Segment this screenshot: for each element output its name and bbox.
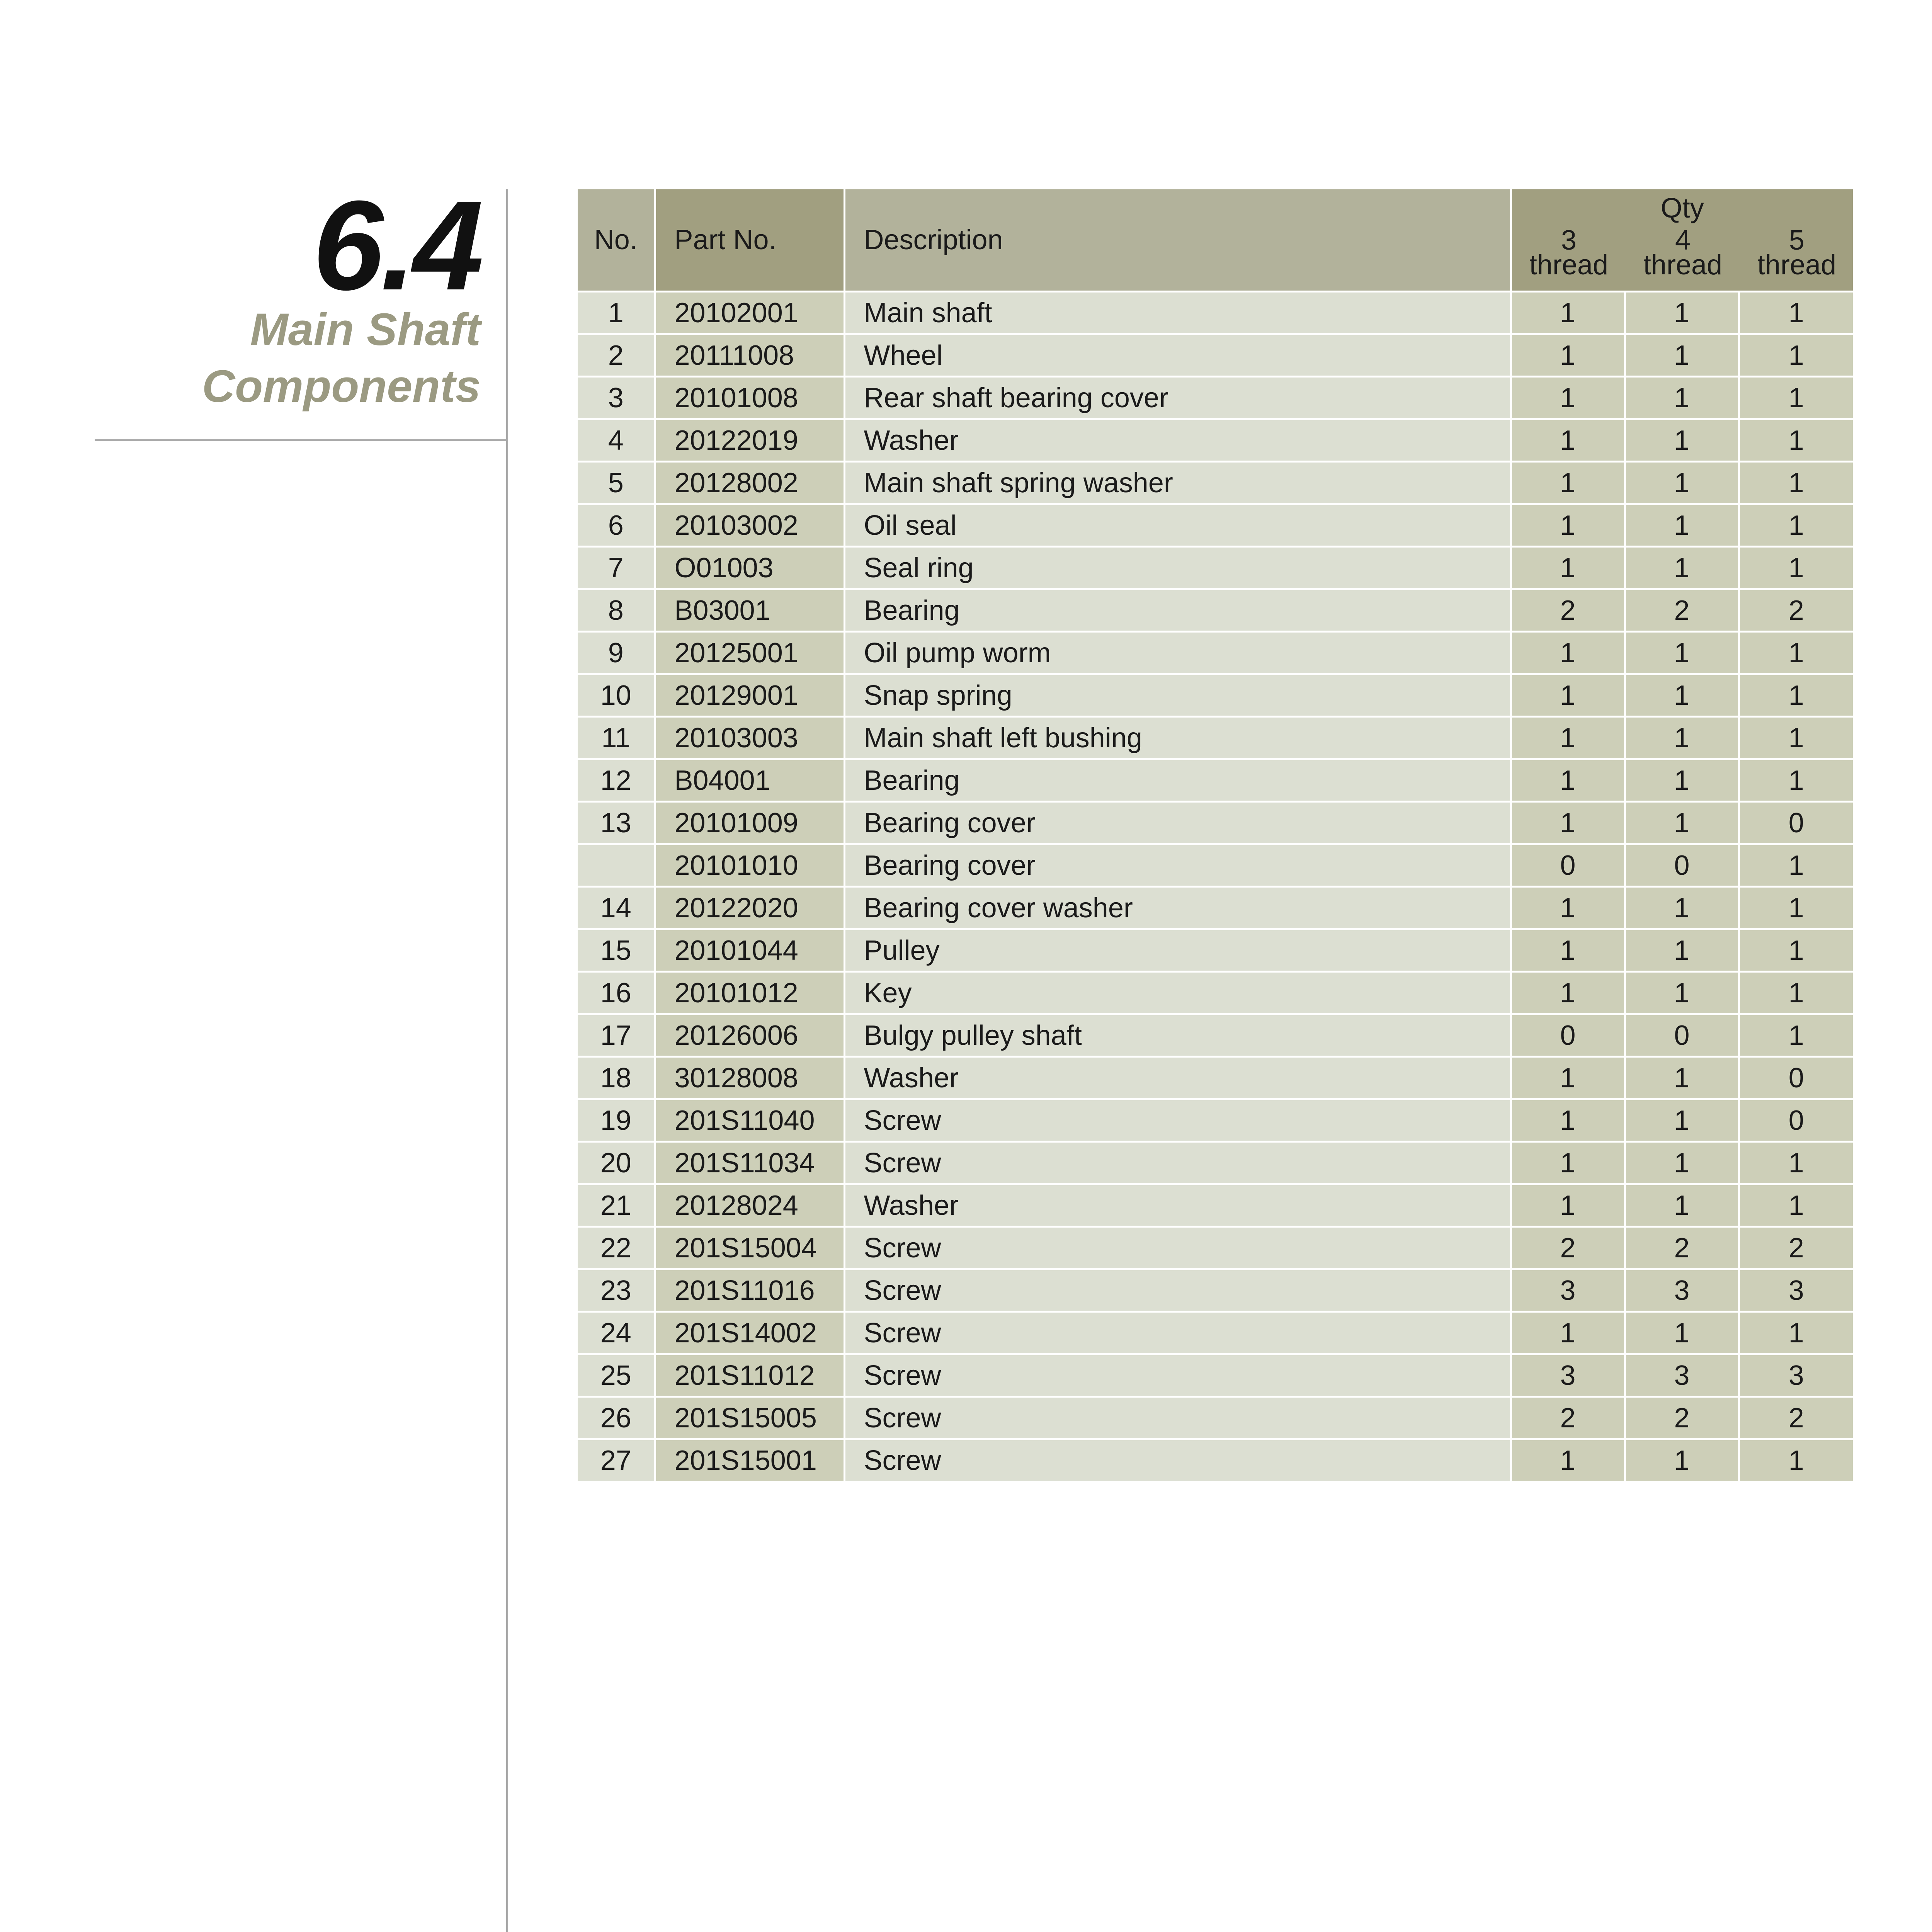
cell-qty-3-thread: 0 [1511, 844, 1625, 887]
cell-qty-3-thread: 1 [1511, 1057, 1625, 1099]
cell-description: Screw [844, 1227, 1511, 1269]
parts-table [578, 189, 1853, 1481]
cell-qty-3-thread: 1 [1511, 1312, 1625, 1354]
table-row [578, 1269, 1853, 1312]
cell-description: Main shaft left bushing [844, 717, 1511, 759]
cell-no: 13 [578, 802, 655, 844]
header-description: Description [844, 189, 1511, 292]
cell-description: Main shaft [844, 292, 1511, 334]
cell-qty-4-thread: 1 [1625, 1184, 1739, 1227]
cell-qty-5-thread: 1 [1739, 1142, 1853, 1184]
table-row [578, 292, 1853, 334]
cell-no: 2 [578, 334, 655, 377]
cell-no: 20 [578, 1142, 655, 1184]
cell-qty-3-thread: 1 [1511, 632, 1625, 674]
cell-description: Bearing cover [844, 802, 1511, 844]
cell-qty-3-thread: 1 [1511, 292, 1625, 334]
cell-qty-5-thread: 1 [1739, 632, 1853, 674]
table-row [578, 504, 1853, 547]
cell-description: Oil seal [844, 504, 1511, 547]
cell-qty-5-thread: 3 [1739, 1269, 1853, 1312]
cell-part-no: 20111008 [655, 334, 844, 377]
cell-part-no: 20102001 [655, 292, 844, 334]
cell-qty-5-thread: 1 [1739, 419, 1853, 462]
cell-qty-3-thread: 1 [1511, 334, 1625, 377]
section-title-line-2: Components [202, 361, 481, 412]
cell-part-no: O01003 [655, 547, 844, 589]
cell-no: 9 [578, 632, 655, 674]
cell-qty-5-thread: 1 [1739, 334, 1853, 377]
cell-no: 8 [578, 589, 655, 632]
cell-no: 3 [578, 377, 655, 419]
cell-part-no: 201S14002 [655, 1312, 844, 1354]
cell-description: Screw [844, 1099, 1511, 1142]
cell-qty-3-thread: 1 [1511, 802, 1625, 844]
cell-qty-3-thread: 1 [1511, 717, 1625, 759]
section-divider-horizontal [95, 439, 508, 441]
cell-qty-3-thread: 3 [1511, 1354, 1625, 1397]
cell-part-no: 201S15005 [655, 1397, 844, 1439]
table-row [578, 717, 1853, 759]
table-row [578, 674, 1853, 717]
cell-part-no: 20103002 [655, 504, 844, 547]
section-title-line-1: Main Shaft [250, 304, 481, 355]
cell-part-no: 201S15001 [655, 1439, 844, 1481]
cell-qty-4-thread: 0 [1625, 844, 1739, 887]
cell-part-no: 201S15004 [655, 1227, 844, 1269]
table-row [578, 462, 1853, 504]
cell-qty-3-thread: 1 [1511, 504, 1625, 547]
cell-description: Oil pump worm [844, 632, 1511, 674]
cell-no: 1 [578, 292, 655, 334]
cell-part-no: 20101012 [655, 972, 844, 1014]
header-qty [1511, 189, 1853, 292]
cell-qty-5-thread: 1 [1739, 844, 1853, 887]
cell-description: Washer [844, 1184, 1511, 1227]
table-row [578, 1142, 1853, 1184]
cell-qty-4-thread: 2 [1625, 1227, 1739, 1269]
cell-part-no: 20101009 [655, 802, 844, 844]
cell-no [578, 844, 655, 887]
cell-qty-5-thread: 0 [1739, 1057, 1853, 1099]
cell-qty-4-thread: 2 [1625, 1397, 1739, 1439]
table-row [578, 887, 1853, 929]
table-row [578, 334, 1853, 377]
cell-description: Bearing [844, 759, 1511, 802]
header-qty-3-thread: 3 thread [1529, 225, 1609, 281]
cell-part-no: 20101008 [655, 377, 844, 419]
cell-qty-3-thread: 1 [1511, 972, 1625, 1014]
cell-qty-5-thread: 1 [1739, 547, 1853, 589]
table-row [578, 1312, 1853, 1354]
cell-qty-4-thread: 1 [1625, 462, 1739, 504]
cell-qty-4-thread: 1 [1625, 1142, 1739, 1184]
cell-qty-5-thread: 1 [1739, 1312, 1853, 1354]
cell-qty-3-thread: 1 [1511, 1142, 1625, 1184]
cell-description: Snap spring [844, 674, 1511, 717]
cell-qty-5-thread: 0 [1739, 1099, 1853, 1142]
cell-part-no: B04001 [655, 759, 844, 802]
cell-qty-5-thread: 1 [1739, 462, 1853, 504]
cell-qty-4-thread: 1 [1625, 887, 1739, 929]
cell-qty-4-thread: 1 [1625, 419, 1739, 462]
cell-qty-3-thread: 1 [1511, 1439, 1625, 1481]
cell-no: 27 [578, 1439, 655, 1481]
cell-description: Pulley [844, 929, 1511, 972]
cell-qty-4-thread: 3 [1625, 1269, 1739, 1312]
cell-qty-4-thread: 1 [1625, 1099, 1739, 1142]
cell-qty-5-thread: 3 [1739, 1354, 1853, 1397]
cell-no: 6 [578, 504, 655, 547]
cell-part-no: 201S11034 [655, 1142, 844, 1184]
cell-qty-3-thread: 1 [1511, 759, 1625, 802]
table-row [578, 759, 1853, 802]
table-row [578, 929, 1853, 972]
cell-description: Bearing cover [844, 844, 1511, 887]
cell-qty-3-thread: 1 [1511, 419, 1625, 462]
cell-qty-4-thread: 2 [1625, 589, 1739, 632]
cell-no: 4 [578, 419, 655, 462]
header-qty-5-thread: 5 thread [1757, 225, 1837, 281]
header-qty-4-thread: 4 thread [1643, 225, 1723, 281]
cell-description: Wheel [844, 334, 1511, 377]
cell-qty-4-thread: 1 [1625, 929, 1739, 972]
cell-qty-4-thread: 1 [1625, 334, 1739, 377]
cell-description: Washer [844, 419, 1511, 462]
cell-no: 7 [578, 547, 655, 589]
table-row [578, 1397, 1853, 1439]
cell-qty-5-thread: 2 [1739, 1227, 1853, 1269]
cell-description: Main shaft spring washer [844, 462, 1511, 504]
cell-qty-3-thread: 1 [1511, 929, 1625, 972]
cell-part-no: 201S11040 [655, 1099, 844, 1142]
table-row [578, 844, 1853, 887]
cell-qty-4-thread: 1 [1625, 377, 1739, 419]
cell-qty-3-thread: 1 [1511, 462, 1625, 504]
cell-qty-5-thread: 1 [1739, 887, 1853, 929]
cell-qty-5-thread: 2 [1739, 1397, 1853, 1439]
cell-qty-5-thread: 2 [1739, 589, 1853, 632]
cell-description: Bearing cover washer [844, 887, 1511, 929]
cell-qty-4-thread: 1 [1625, 504, 1739, 547]
cell-no: 15 [578, 929, 655, 972]
cell-qty-4-thread: 1 [1625, 1439, 1739, 1481]
cell-qty-5-thread: 0 [1739, 802, 1853, 844]
cell-qty-3-thread: 2 [1511, 589, 1625, 632]
table-row [578, 1014, 1853, 1057]
cell-qty-3-thread: 1 [1511, 1184, 1625, 1227]
cell-qty-5-thread: 1 [1739, 292, 1853, 334]
cell-part-no: 201S11016 [655, 1269, 844, 1312]
cell-qty-5-thread: 1 [1739, 972, 1853, 1014]
cell-qty-4-thread: 1 [1625, 292, 1739, 334]
table-row [578, 547, 1853, 589]
section-number: 6.4 [313, 174, 481, 316]
table-row [578, 1227, 1853, 1269]
table-row [578, 632, 1853, 674]
cell-no: 25 [578, 1354, 655, 1397]
table-row [578, 1184, 1853, 1227]
table-row [578, 1099, 1853, 1142]
cell-description: Key [844, 972, 1511, 1014]
cell-qty-4-thread: 1 [1625, 1312, 1739, 1354]
cell-description: Washer [844, 1057, 1511, 1099]
cell-qty-5-thread: 1 [1739, 504, 1853, 547]
cell-description: Screw [844, 1312, 1511, 1354]
cell-qty-4-thread: 3 [1625, 1354, 1739, 1397]
cell-no: 26 [578, 1397, 655, 1439]
cell-qty-4-thread: 1 [1625, 717, 1739, 759]
cell-description: Screw [844, 1397, 1511, 1439]
cell-qty-4-thread: 1 [1625, 674, 1739, 717]
cell-qty-3-thread: 1 [1511, 377, 1625, 419]
cell-description: Screw [844, 1269, 1511, 1312]
cell-part-no: 20128002 [655, 462, 844, 504]
cell-qty-3-thread: 1 [1511, 674, 1625, 717]
cell-no: 22 [578, 1227, 655, 1269]
parts-table-body [578, 292, 1853, 1481]
cell-no: 18 [578, 1057, 655, 1099]
cell-qty-5-thread: 1 [1739, 1439, 1853, 1481]
header-no: No. [578, 189, 655, 292]
cell-part-no: 20101010 [655, 844, 844, 887]
cell-description: Screw [844, 1439, 1511, 1481]
cell-qty-5-thread: 1 [1739, 717, 1853, 759]
cell-qty-3-thread: 2 [1511, 1227, 1625, 1269]
cell-no: 11 [578, 717, 655, 759]
cell-part-no: 20125001 [655, 632, 844, 674]
cell-no: 10 [578, 674, 655, 717]
cell-qty-4-thread: 0 [1625, 1014, 1739, 1057]
cell-no: 24 [578, 1312, 655, 1354]
cell-qty-5-thread: 1 [1739, 759, 1853, 802]
section-title [202, 301, 481, 415]
cell-part-no: 20126006 [655, 1014, 844, 1057]
cell-qty-4-thread: 1 [1625, 972, 1739, 1014]
cell-part-no: 20129001 [655, 674, 844, 717]
cell-qty-3-thread: 2 [1511, 1397, 1625, 1439]
cell-qty-4-thread: 1 [1625, 632, 1739, 674]
cell-part-no: 20103003 [655, 717, 844, 759]
cell-no: 5 [578, 462, 655, 504]
table-row [578, 1354, 1853, 1397]
cell-description: Bearing [844, 589, 1511, 632]
cell-qty-5-thread: 1 [1739, 1014, 1853, 1057]
table-row [578, 419, 1853, 462]
cell-description: Rear shaft bearing cover [844, 377, 1511, 419]
cell-part-no: 20101044 [655, 929, 844, 972]
table-row [578, 972, 1853, 1014]
cell-qty-3-thread: 0 [1511, 1014, 1625, 1057]
cell-qty-5-thread: 1 [1739, 377, 1853, 419]
cell-part-no: 20122019 [655, 419, 844, 462]
cell-description: Seal ring [844, 547, 1511, 589]
cell-qty-4-thread: 1 [1625, 547, 1739, 589]
cell-qty-5-thread: 1 [1739, 1184, 1853, 1227]
cell-description: Screw [844, 1354, 1511, 1397]
cell-part-no: B03001 [655, 589, 844, 632]
cell-qty-4-thread: 1 [1625, 802, 1739, 844]
cell-qty-5-thread: 1 [1739, 674, 1853, 717]
cell-qty-3-thread: 1 [1511, 547, 1625, 589]
table-row [578, 802, 1853, 844]
cell-description: Bulgy pulley shaft [844, 1014, 1511, 1057]
cell-qty-5-thread: 1 [1739, 929, 1853, 972]
cell-no: 12 [578, 759, 655, 802]
header-part-no: Part No. [655, 189, 844, 292]
cell-no: 16 [578, 972, 655, 1014]
cell-no: 19 [578, 1099, 655, 1142]
cell-no: 17 [578, 1014, 655, 1057]
header-qty-label: Qty [1660, 193, 1704, 224]
table-row [578, 377, 1853, 419]
table-row [578, 1439, 1853, 1481]
cell-part-no: 201S11012 [655, 1354, 844, 1397]
cell-no: 21 [578, 1184, 655, 1227]
cell-part-no: 20122020 [655, 887, 844, 929]
table-row [578, 1057, 1853, 1099]
table-header-row [578, 189, 1853, 292]
cell-part-no: 20128024 [655, 1184, 844, 1227]
cell-no: 23 [578, 1269, 655, 1312]
cell-part-no: 30128008 [655, 1057, 844, 1099]
cell-qty-3-thread: 1 [1511, 1099, 1625, 1142]
section-divider-vertical [506, 189, 508, 1932]
cell-no: 14 [578, 887, 655, 929]
cell-qty-4-thread: 1 [1625, 1057, 1739, 1099]
cell-qty-4-thread: 1 [1625, 759, 1739, 802]
cell-qty-3-thread: 3 [1511, 1269, 1625, 1312]
cell-description: Screw [844, 1142, 1511, 1184]
cell-qty-3-thread: 1 [1511, 887, 1625, 929]
table-row [578, 589, 1853, 632]
